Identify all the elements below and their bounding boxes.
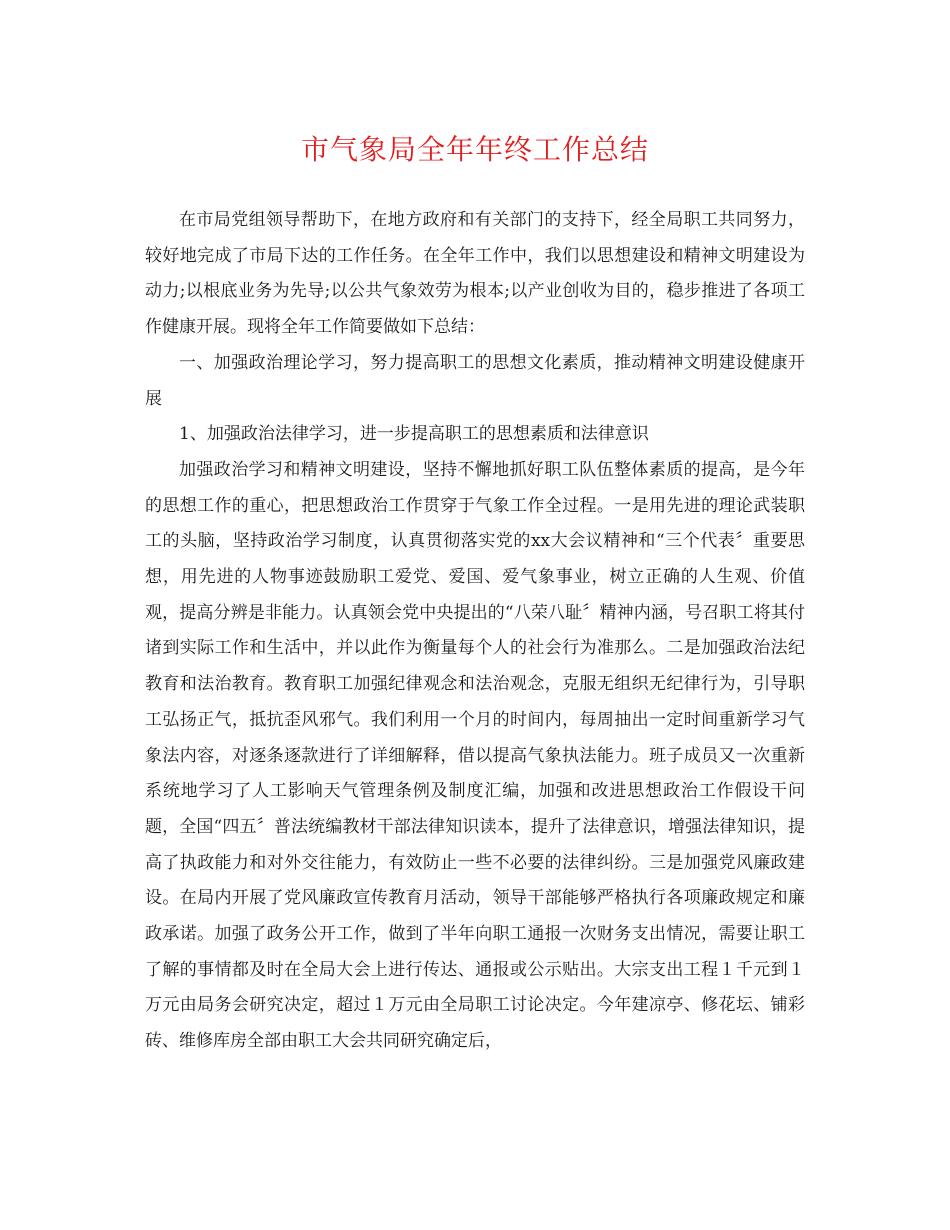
paragraph-political-study: 加强政治学习和精神文明建设，坚持不懈地抓好职工队伍整体素质的提高，是今年的思想工作的重心，把思想政治工作贯穿于气象工作全过程。一是用先进的理论武装职工的头脑，坚持政治学习制度，认真贯彻落实党的xx大会议精神和“三个代表〞重要思想，用先进的人物事迹鼓励职工爱党、爱国、爱气象事业，树立正确的人生观、价值观，提高分辨是非能力。认真领会党中央提出的“八荣八耻〞精神内涵，号召职工将其付诸到实际工作和生活中，并以此作为衡量每个人的社会行为准那么。二是加强政治法纪教育和法治教育。教育职工加强纪律观念和法治观念，克服无组织无纪律行为，引导职工弘扬正气，抵抗歪风邪气。我们利用一个月的时间内，每周抽出一定时间重新学习气象法内容，对逐条逐款进行了详细解释，借以提高气象执法能力。班子成员又一次重新系统地学习了人工影响天气管理条例及制度汇编，加强和改进思想政治工作假设干问题，全国“四五〞普法统编教材干部法律知识读本，提升了法律意识，增强法律知识，提高了执政能力和对外交往能力，有效防止一些不必要的法律纠纷。三是加强党风廉政建设。在局内开展了党风廉政宣传教育月活动，领导干部能够严格执行各项廉政规定和廉政承诺。加强了政务公开工作，做到了半年向职工通报一次财务支出情况，需要让职工了解的事情都及时在全局大会上进行传达、通报或公示贴出。大宗支出工程１千元到１ 万元由局务会研究决定，超过１万元由全局职工讨论决定。今年建凉亭、修花坛、铺彩砖、维修库房全部由职工大会共同研究确定后， — [145, 459, 805, 1052]
document-body — [145, 203, 805, 1060]
section-heading-1: 一、加强政治理论学习，努力提高职工的思想文化素质，推动精神文明建设健康开展 — [145, 352, 805, 409]
paragraph-intro: 在市局党组领导帮助下，在地方政府和有关部门的支持下，经全局职工共同努力，较好地完成了市局下达的工作任务。在全年工作中，我们以思想建设和精神文明建设为动力;以根底业务为先导;以公共气象效劳为根本;以产业创收为目的，稳步推进了各项工作健康开展。现将全年工作简要做如下总结： — [145, 210, 805, 338]
document-title: 市气象局全年年终工作总结 — [300, 133, 649, 166]
subsection-heading-1: 1、加强政治法律学习，进一步提高职工的思想素质和法律意识 — [179, 424, 649, 445]
